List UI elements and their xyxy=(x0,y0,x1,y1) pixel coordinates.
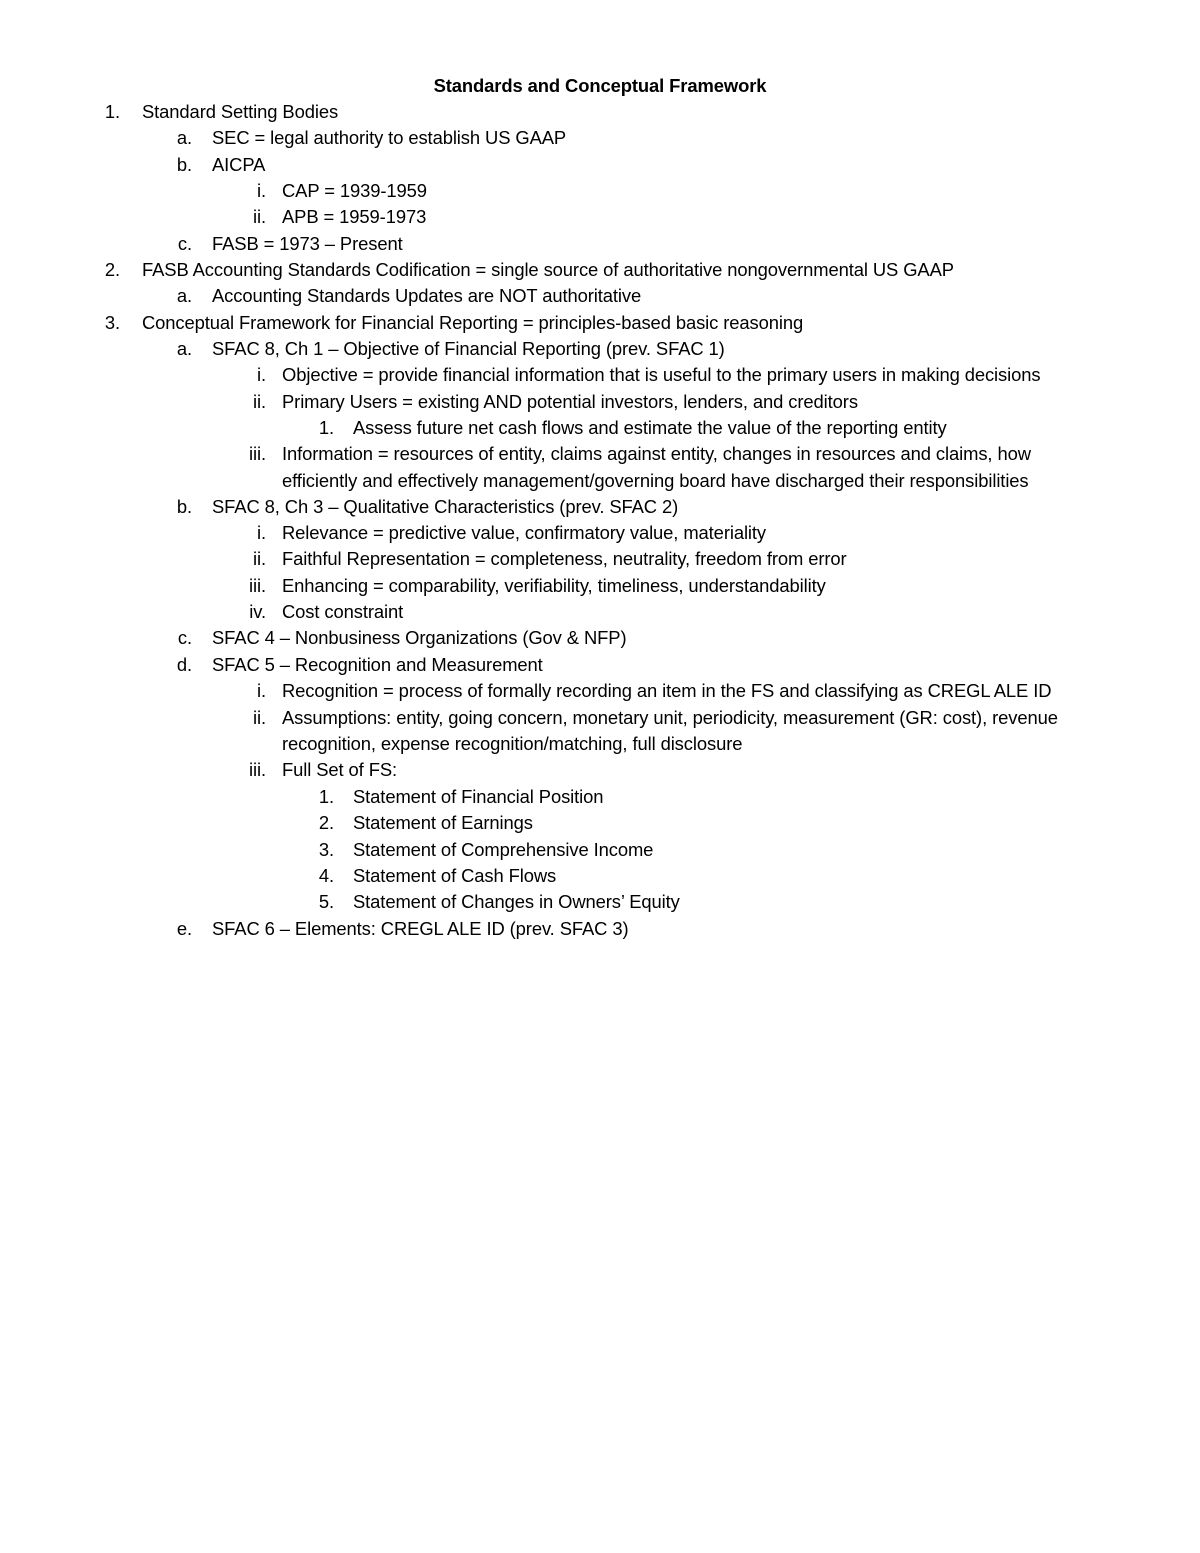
list-item-text: SFAC 4 – Nonbusiness Organizations (Gov & NFP) xyxy=(212,627,627,648)
list-item-level2 xyxy=(0,494,1200,520)
list-marker: c. xyxy=(177,627,192,648)
list-item-level3 xyxy=(0,362,1200,388)
list-item-level3 xyxy=(0,441,1200,467)
list-item-text: Statement of Cash Flows xyxy=(353,865,557,886)
list-item-level4 xyxy=(0,889,1200,915)
list-marker: 3. xyxy=(104,312,120,333)
list-marker: 4. xyxy=(318,865,334,886)
list-marker: a. xyxy=(176,338,192,359)
list-item-level3 xyxy=(0,520,1200,546)
list-marker: c. xyxy=(177,233,192,254)
list-item-level3 xyxy=(0,178,1200,204)
list-marker: iv. xyxy=(249,601,266,622)
list-item-text: FASB Accounting Standards Codification = single source of authoritative nongovernmental US GAAP xyxy=(142,259,954,280)
list-item-text: Assumptions: entity, going concern, monetary unit, periodicity, measurement (GR: cost), revenue xyxy=(282,707,1058,728)
list-item-text: Assess future net cash flows and estimate the value of the reporting entity xyxy=(353,417,947,438)
list-item-text: Statement of Changes in Owners’ Equity xyxy=(353,891,680,912)
list-item-level4 xyxy=(0,415,1200,441)
list-marker: i. xyxy=(257,680,266,701)
list-item-text: Cost constraint xyxy=(282,601,404,622)
list-item-level2 xyxy=(0,652,1200,678)
list-item-text: Statement of Financial Position xyxy=(353,786,604,807)
list-marker: ii. xyxy=(253,548,266,569)
list-marker: a. xyxy=(176,285,192,306)
list-item-text: efficiently and effectively management/governing board have discharged their responsibilities xyxy=(282,470,1029,491)
list-item-text: Statement of Earnings xyxy=(353,812,533,833)
list-item-text: Relevance = predictive value, confirmatory value, materiality xyxy=(282,522,767,543)
list-marker: i. xyxy=(257,180,266,201)
list-item-text: Faithful Representation = completeness, neutrality, freedom from error xyxy=(282,548,847,569)
list-item-level2 xyxy=(0,625,1200,651)
list-marker: iii. xyxy=(249,759,266,780)
list-marker: i. xyxy=(257,364,266,385)
list-marker: 5. xyxy=(318,891,334,912)
list-item-level3 xyxy=(0,573,1200,599)
list-item-text: SFAC 8, Ch 1 – Objective of Financial Reporting (prev. SFAC 1) xyxy=(212,338,725,359)
list-item-level4 xyxy=(0,863,1200,889)
list-item-level3 xyxy=(0,599,1200,625)
list-item-text: Objective = provide financial information that is useful to the primary users in making decisions xyxy=(282,364,1041,385)
list-item-level1 xyxy=(0,257,1200,283)
list-item-level3 xyxy=(0,204,1200,230)
list-marker: 1. xyxy=(318,417,334,438)
list-item-text: AICPA xyxy=(212,154,266,175)
list-item-text: SFAC 6 – Elements: CREGL ALE ID (prev. SFAC 3) xyxy=(212,918,629,939)
list-item-level2 xyxy=(0,336,1200,362)
list-marker: b. xyxy=(176,154,192,175)
list-item-level4 xyxy=(0,810,1200,836)
list-item-text: SFAC 5 – Recognition and Measurement xyxy=(212,654,543,675)
list-item-text: Standard Setting Bodies xyxy=(142,101,339,122)
list-item-level4 xyxy=(0,784,1200,810)
list-item-level3 xyxy=(0,757,1200,783)
list-item-text: Enhancing = comparability, verifiability, timeliness, understandability xyxy=(282,575,826,596)
list-marker: ii. xyxy=(253,391,266,412)
list-item-level2 xyxy=(0,152,1200,178)
list-marker: 1. xyxy=(104,101,120,122)
list-marker: iii. xyxy=(249,575,266,596)
list-item-level1 xyxy=(0,99,1200,125)
list-marker: d. xyxy=(176,654,192,675)
list-item-text: Statement of Comprehensive Income xyxy=(353,839,654,860)
list-item-level2 xyxy=(0,231,1200,257)
list-item-text: Accounting Standards Updates are NOT authoritative xyxy=(212,285,642,306)
list-marker: a. xyxy=(176,127,192,148)
list-item-text: Conceptual Framework for Financial Reporting = principles-based basic reasoning xyxy=(142,312,804,333)
list-item-text: APB = 1959-1973 xyxy=(282,206,427,227)
list-item-level2 xyxy=(0,125,1200,151)
list-item-text: SEC = legal authority to establish US GAAP xyxy=(212,127,567,148)
document-title: Standards and Conceptual Framework xyxy=(433,75,767,96)
list-marker: iii. xyxy=(249,443,266,464)
list-item-text: Recognition = process of formally recording an item in the FS and classifying as CREGL ALE ID xyxy=(282,680,1052,701)
list-item-level3 xyxy=(0,389,1200,415)
list-item-level3 xyxy=(0,546,1200,572)
list-marker: 2. xyxy=(318,812,334,833)
list-item-level3 xyxy=(0,678,1200,704)
list-item-level1 xyxy=(0,310,1200,336)
list-item-text: CAP = 1939-1959 xyxy=(282,180,427,201)
list-item-continuation xyxy=(0,731,1200,757)
list-marker: 3. xyxy=(318,839,334,860)
list-item-text: SFAC 8, Ch 3 – Qualitative Characteristics (prev. SFAC 2) xyxy=(212,496,679,517)
list-item-level3 xyxy=(0,705,1200,731)
list-item-level4 xyxy=(0,837,1200,863)
list-marker: e. xyxy=(176,918,192,939)
list-item-level2 xyxy=(0,916,1200,942)
list-item-text: Primary Users = existing AND potential investors, lenders, and creditors xyxy=(282,391,858,412)
list-marker: 1. xyxy=(318,786,334,807)
list-marker: ii. xyxy=(253,707,266,728)
list-marker: b. xyxy=(176,496,192,517)
list-marker: i. xyxy=(257,522,266,543)
list-item-text: FASB = 1973 – Present xyxy=(212,233,403,254)
list-item-text: Full Set of FS: xyxy=(282,759,398,780)
list-marker: 2. xyxy=(104,259,120,280)
list-item-text: Information = resources of entity, claims against entity, changes in resources and claims, how xyxy=(282,443,1031,464)
list-item-continuation xyxy=(0,468,1200,494)
list-item-level2 xyxy=(0,283,1200,309)
list-marker: ii. xyxy=(253,206,266,227)
list-item-text: recognition, expense recognition/matching, full disclosure xyxy=(282,733,743,754)
